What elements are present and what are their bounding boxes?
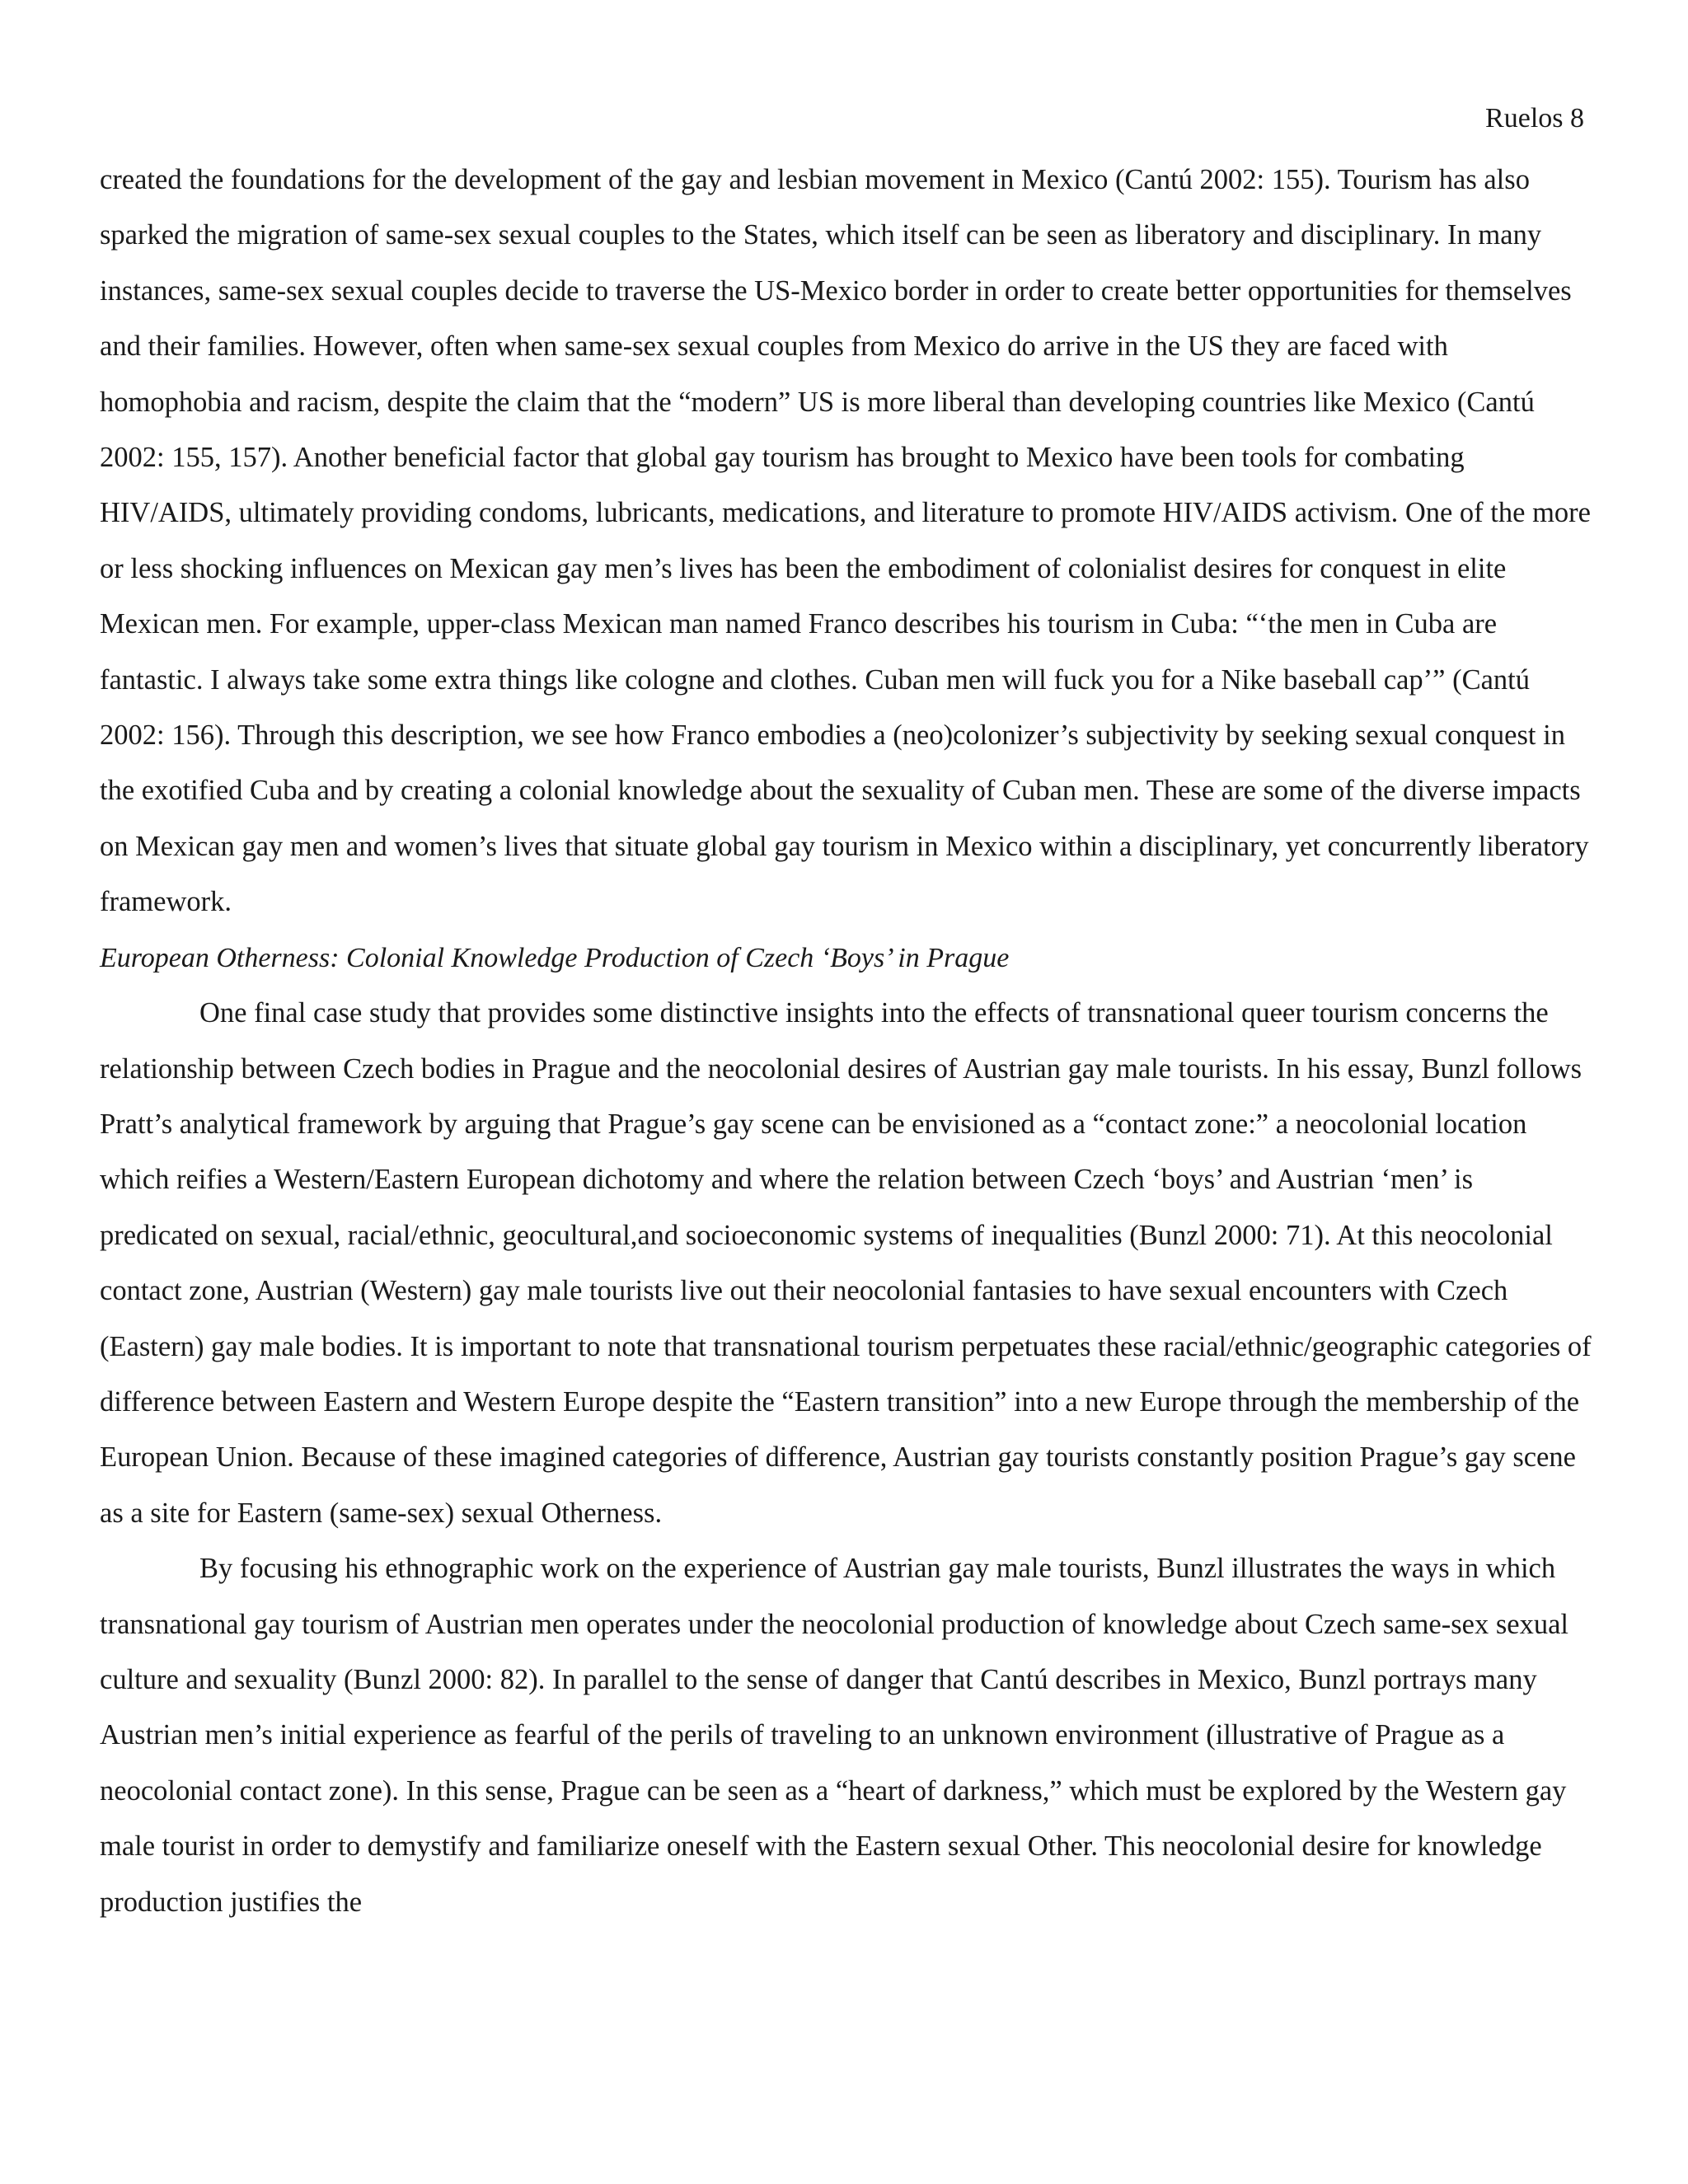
paragraph-bunzl-ethnography: By focusing his ethnographic work on the experience of Austrian gay male tourists, Bunzl illustrates the ways in which transnational gay tourism of Austrian men operates under the neocolonial production of knowledge about Czech same-sex sexual culture and sexuality (Bunzl 2000: 82). In parallel to the sense of danger that Cantú describes in Mexico, Bunzl portrays many Austrian men’s initial experience as fearful of the perils of traveling to an unknown environment (illustrative of Prague as a neocolonial contact zone). In this sense, Prague can be seen as a “heart of darkness,” which must be explored by the Western gay male tourist in order to demystify and familiarize oneself with the Eastern sexual Other. This neocolonial desire for knowledge production justifies the xyxy=(100,1553,1568,1918)
body-text xyxy=(100,152,1596,1930)
paragraph-continuation: created the foundations for the development of the gay and lesbian movement in Mexico (Cantú 2002: 155). Tourism has also sparked the migration of same-sex sexual couples to the States, which itself can be seen as liberatory and disciplinary. In many instances, same-sex sexual couples decide to traverse the US-Mexico border in order to create better opportunities for themselves and their families. However, often when same-sex sexual couples from Mexico do arrive in the US they are faced with homophobia and racism, despite the claim that the “modern” US is more liberal than developing countries like Mexico (Cantú 2002: 155, 157). Another beneficial factor that global gay tourism has brought to Mexico have been tools for combating HIV/AIDS, ultimately providing condoms, lubricants, medications, and literature to promote HIV/AIDS activism. One of the more or less shocking influences on Mexican gay men’s lives has been the embodiment of colonialist desires for conquest in elite Mexican men. For example, upper-class Mexican man named Franco describes his tourism in Cuba: “‘the men in Cuba are fantastic. I always take some extra things like cologne and clothes. Cuban men will fuck you for a Nike baseball cap’” (Cantú 2002: 156). Through this description, we see how Franco embodies a (neo)colonizer’s subjectivity by seeking sexual conquest in the exotified Cuba and by creating a colonial knowledge about the sexuality of Cuban men. These are some of the diverse impacts on Mexican gay men and women’s lives that situate global gay tourism in Mexico within a disciplinary, yet concurrently liberatory framework. xyxy=(100,164,1591,918)
section-heading: European Otherness: Colonial Knowledge Production of Czech ‘Boys’ in Prague xyxy=(100,942,1010,973)
paragraph-prague-case-study: One final case study that provides some distinctive insights into the effects of transnational queer tourism concerns the relationship between Czech bodies in Prague and the neocolonial desires of Austrian gay male tourists. In his essay, Bunzl follows Pratt’s analytical framework by arguing that Prague’s gay scene can be envisioned as a “contact zone:” a neocolonial location which reifies a Western/Eastern European dichotomy and where the relation between Czech ‘boys’ and Austrian ‘men’ is predicated on sexual, racial/ethnic, geocultural,and socioeconomic systems of inequalities (Bunzl 2000: 71). At this neocolonial contact zone, Austrian (Western) gay male tourists live out their neocolonial fantasies to have sexual encounters with Czech (Eastern) gay male bodies. It is important to note that transnational tourism perpetuates these racial/ethnic/geographic categories of difference between Eastern and Western Europe despite the “Eastern transition” into a new Europe through the membership of the European Union. Because of these imagined categories of difference, Austrian gay tourists constantly position Prague’s gay scene as a site for Eastern (same-sex) sexual Otherness. xyxy=(100,997,1592,1529)
running-header: Ruelos 8 xyxy=(1485,103,1584,134)
